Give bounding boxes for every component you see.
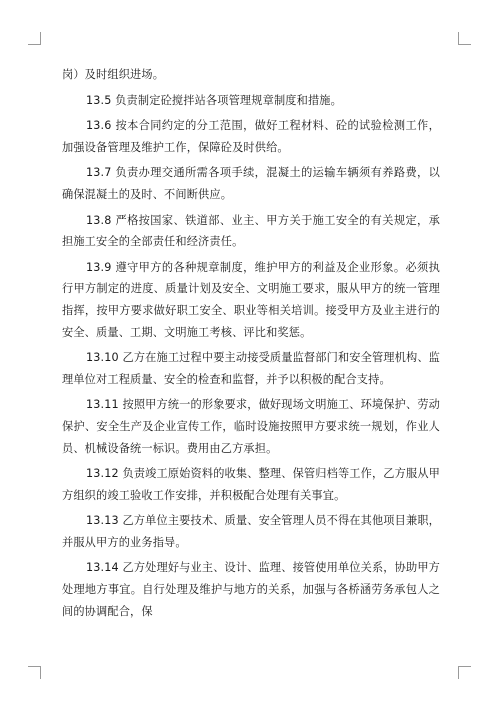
clause-13-6: 13.6 按本合同约定的分工范围，做好工程材料、砼的试验检测工作，加强设备管理及维护工作，保障砼及时供给。 xyxy=(62,119,440,154)
clause-13-9: 13.9 遵守甲方的各种规章制度，维护甲方的利益及企业形象。必须执行甲方制定的进度、质量计划及安全、文明施工要求，服从甲方的统一管理指挥，按甲方要求做好职工安全、职业等相关培训。接受甲方及业主进行的安全、质量、工期、文明施工考核、评比和奖惩。 xyxy=(62,260,440,339)
clause-13-14: 13.14 乙方处理好与业主、设计、监理、接管使用单位关系，协助甲方处理地方事宜。自行处理及维护与地方的关系，加强与各桥涵劳务承包人之间的协调配合，保 xyxy=(62,561,440,618)
clause-13-13: 13.13 乙方单位主要技术、质量、安全管理人员不得在其他项目兼职，并服从甲方的业务指导。 xyxy=(62,514,440,549)
clause-13-8: 13.8 严格按国家、铁道部、业主、甲方关于施工安全的有关规定，承担施工安全的全部责任和经济责任。 xyxy=(62,213,440,249)
clause-13-5: 13.5 负责制定砼搅拌站各项管理规章制度和措施。 xyxy=(86,93,342,107)
document-body xyxy=(62,64,440,626)
clause-13-7: 13.7 负责办理交通所需各项手续，混凝土的运输车辆须有养路费，以确保混凝土的及时、不间断供应。 xyxy=(62,166,440,201)
crop-mark-bottom-right xyxy=(458,666,471,679)
paragraph-continuation: 岗）及时组织进场。 xyxy=(62,68,165,81)
clause-13-11: 13.11 按照甲方统一的形象要求，做好现场文明施工、环境保护、劳动保护、安全生产及企业宣传工作，临时设施按照甲方要求统一规划，作业人员、机械设备统一标识。费用由乙方承担。 xyxy=(62,398,440,455)
crop-mark-bottom-left xyxy=(28,666,41,679)
crop-mark-top-left xyxy=(28,32,41,45)
crop-mark-top-right xyxy=(458,32,471,45)
clause-13-10: 13.10 乙方在施工过程中要主动接受质量监督部门和安全管理机构、监理单位对工程质量、安全的检查和监督，并予以积极的配合支持。 xyxy=(62,351,440,386)
clause-13-12: 13.12 负责竣工原始资料的收集、整理、保管归档等工作，乙方服从甲方组织的竣工验收工作安排，并积极配合处理有关事宜。 xyxy=(62,467,440,502)
